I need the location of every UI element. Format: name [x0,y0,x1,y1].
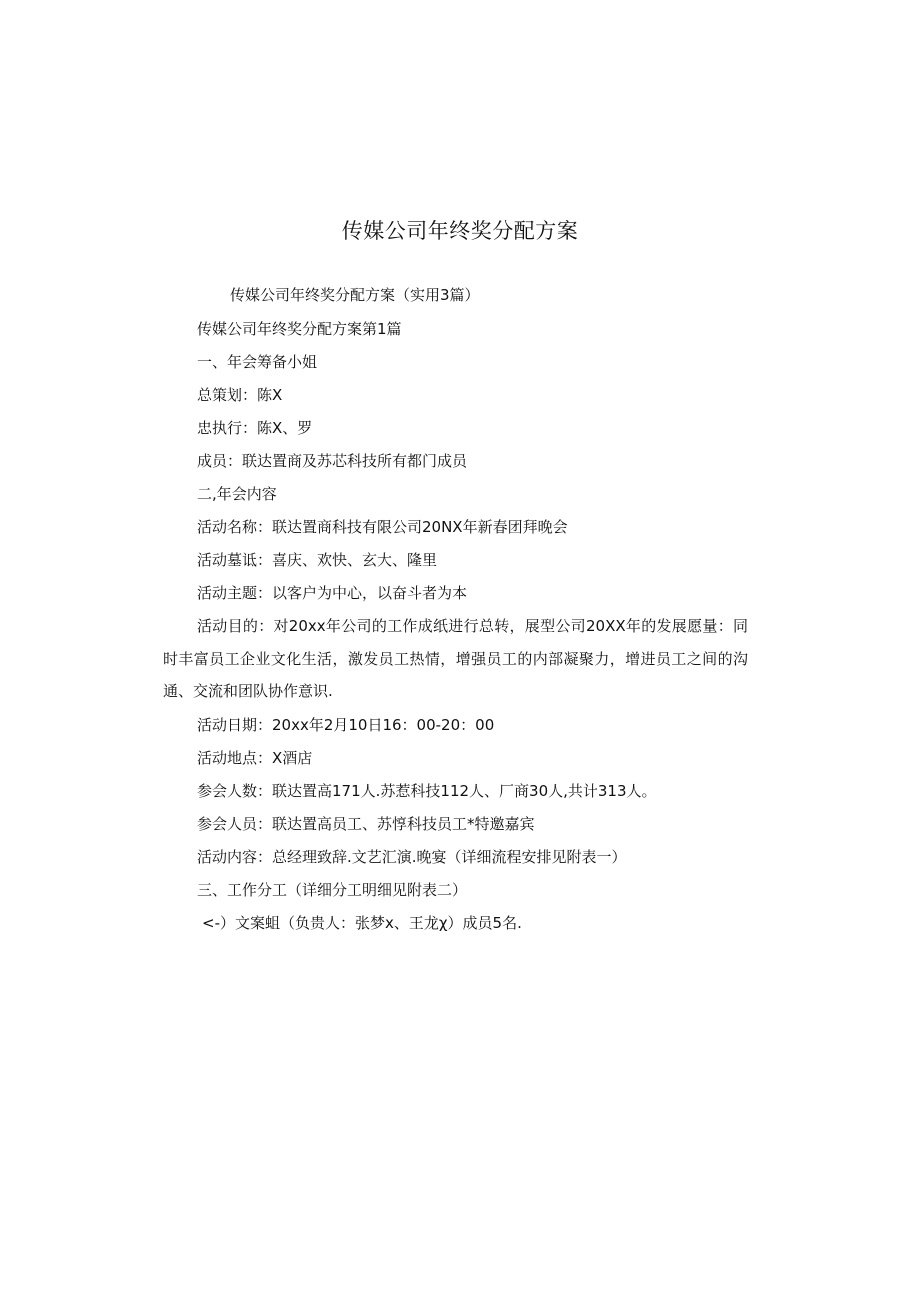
detail-line: 活动地点：X酒店 [197,749,313,767]
detail-line: 活动内容：总经理致辞.文艺汇演.晚宴（详细流程安排见附表一） [197,848,627,866]
text-line: 一、年会筹备小姐 [197,353,318,371]
detail-line: 参会人员：联达置高员工、苏惇科技员工*特邀嘉宾 [197,815,535,833]
detail-line: 活动日期：20xx年2月10日16：00-20：00 [197,716,495,734]
purpose-paragraph: 活动目的：对20xx年公司的工作成纸进行总转，展型公司20XX年的发展愿量：同时丰富员工企业文化生活，激发员工热情，增强员工的内部凝聚力，增进员工之间的沟通、交流和团队协作意识. [163,617,748,700]
section-heading: 传媒公司年终奖分配方案第1篇 [197,320,402,338]
text-line: 活动墓诋：喜庆、欢快、玄大、隆里 [197,551,438,569]
list-item: <-）文案蛆（负贵人：张梦x、王龙χ）成员5名. [202,914,522,932]
document-title: 传媒公司年终奖分配方案 [341,219,579,243]
text-line: 二,年会内容 [197,485,277,503]
text-line: 成员：联达置商及苏芯科技所有都门成员 [197,452,468,470]
text-line: 活动主题：以客户为中心，以奋斗者为本 [197,584,468,602]
text-line: 总策划：陈X [197,386,283,404]
text-line: 活动名称：联达置商科技有限公司20NX年新春团拜晚会 [197,518,568,536]
detail-line: 参会人数：联达置高171人.苏惹科技112人、厂商30人,共计313人。 [197,782,657,800]
detail-line: 三、工作分工（详细分工明细见附表二） [197,881,468,899]
document-subtitle: 传媒公司年终奖分配方案（实用3篇） [230,286,480,304]
text-line: 忠执行：陈X、罗 [197,419,313,437]
